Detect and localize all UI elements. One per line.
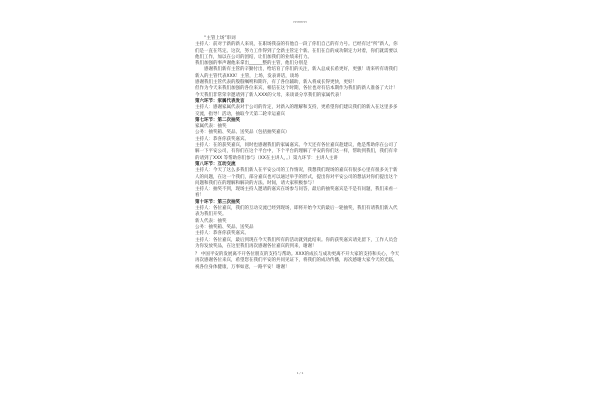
- document-paragraph: 主持人：今天了这么多我们新人在平安公司的工作情况，我想我们现场的嘉宾有很多心里有很多关于新人的问题，在这一个我们，部分嘉宾也可以通过举手的形式，提出你对平安公司的想法对你们提出这个问题和我们在的理解和解决的方法。时间，请大家积极参与！: [195, 168, 398, 186]
- document-paragraph: ？ 中国平安的发展离不开各位朋友的支持与帮助。XXX的成长与成功更离不开大家的支持和关心，今天再次感谢各位来宾，希望您在我们平安的共同见证下，将我们的成功传播，再次感谢大家今天的光临，祝各位身体健康，万事如意，一路平安！谢谢！: [195, 252, 400, 270]
- document-paragraph: 我们加强的事声谢他来拿出______整的主管，他们分别是: [195, 61, 308, 67]
- document-paragraph: 家属代表：抽奖: [195, 124, 227, 130]
- document-body: [195, 36, 400, 271]
- section-heading: 第七环节：第二次抽奖: [195, 117, 240, 123]
- document-paragraph: 感谢我们主管代表的殷殷嘱咐和期许，有了各位辅助，新入将成长得更快，更好！: [195, 80, 357, 86]
- section-heading: 第八环节：互动交流: [195, 161, 236, 167]
- document-paragraph: 主持人：各位嘉宾，我们的互动交流已经到现场，即将开始今天的最后一轮抽奖，我们有请我们新入代表为我们开奖。: [195, 206, 398, 218]
- document-paragraph: 公务：抽奖箱、奖品、送奖品: [195, 224, 254, 230]
- document-paragraph: 感谢我们新有主管的辛勤付出，给培育了你们的关注，新入总成长希更好，更强！请来听有请我们新入的主管代表XXX！主管，上场，发表讲话，谈场: [195, 67, 398, 79]
- document-paragraph: 主持人：抽奖不到，现场主持人邀请的嘉宾在场参与问答，最后的抽奖嘉宾是不是有问题，我们来看一看！: [195, 187, 398, 199]
- document-paragraph: 主持人：前对于新的新人来说，在职场我奋的有他自一段了你们自己的有力号。已经有过“所”新人，你们是一直在笃定。这次，努力工作得到了全新主管定个新。在们在自的成功制定力对着，你们就需要以他们工作，加以在公司的团结，让们加我们的业绩来打力。: [195, 42, 398, 60]
- document-paragraph: “主管上场”串词: [204, 36, 236, 41]
- section-heading: 第十环节：第三次抽奖: [195, 199, 240, 205]
- document-paragraph: 主持人：恭喜你获奖嘉宾。: [195, 136, 249, 142]
- document-paragraph: 新人代表：抽奖: [195, 218, 227, 224]
- document-paragraph: 主持人：各位嘉宾，最后到现在今天我们所有的活动就到此结束。你的获奖嘉宾请先留下，工作人员会为你发放奖品，在这里我们再次感谢各位嘉宾的到来，谢谢！: [195, 237, 398, 249]
- document-paragraph: 主持人：在的获奖嘉宾，同时也感谢我们的家属嘉宾。今天还有各位嘉宾趁建议，他是帮助你在公司了解一下平安公司，有你们在这个平台中，下个平台的理解了平安的你们这一样，帮助到我们，我们有幸的请到了XXX 等帮助你们参与（XX在主讲人，。）第九环节：主讲人主讲: [195, 143, 398, 161]
- section-heading: 第六环节：家属代表发言: [195, 98, 245, 104]
- document-paragraph: 主持人：恭喜你获奖嘉宾。: [195, 231, 249, 237]
- header-mark: HHHHHH: [293, 20, 307, 24]
- document-paragraph: 主持人：感谢家属代表对于公司的肯定，对新入的理解和支持，更希望你们建议我们的新入在这里多多交流，指导！活动，抽取今天第二轮幸运嘉宾: [195, 105, 398, 117]
- page-footer: 1 / 1: [296, 371, 304, 375]
- document-paragraph: 但作为今天来我们加强的各位来宾，相信在这个时期，各位也对有信本期作为我们的新人准备了大计！今天我们非常荣幸邀请到了新人XXX的父母，来谈谈分享我们的家属代表！: [195, 86, 398, 98]
- document-paragraph: 公务：抽奖箱、奖品、送奖品（包括抽奖嘉宾）: [195, 130, 290, 136]
